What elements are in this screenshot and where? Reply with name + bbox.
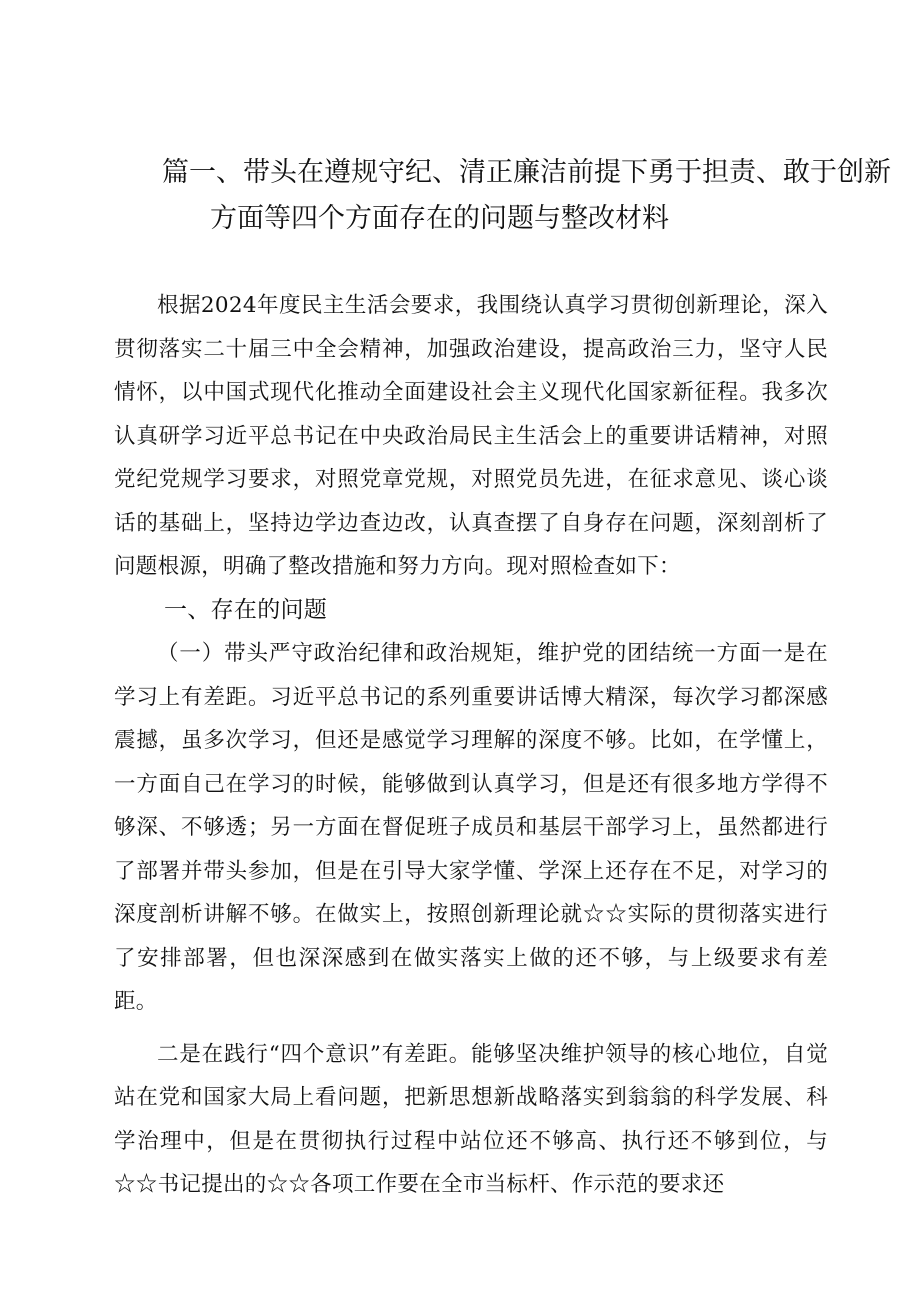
problem-paragraph-1: （一）带头严守政治纪律和政治规矩，维护党的团结统一方面一是在学习上有差距。习近平总书记的系列重要讲话博大精深，每次学习都深感震撼，虽多次学习，但还是感觉学习理解的深度不够。比如，在学懂上，一方面自己在学习的时候，能够做到认真学习，但是还有很多地方学得不够深、不够透；另一方面在督促班子成员和基层干部学习上，虽然都进行了部署并带头参加，但是在引导大家学懂、学深上还存在不足，对学习的深度剖析讲解不够。在做实上，按照创新理论就☆☆实际的贯彻落实进行了安排部署，但也深深感到在做实落实上做的还不够，与上级要求有差距。	[114, 641, 828, 1014]
section-heading: 一、存在的问题	[164, 596, 328, 623]
problem-paragraph-2: 二是在践行“四个意识”有差距。能够坚决维护领导的核心地位，自觉站在党和国家大局上看问题，把新思想新战略落实到翁翁的科学发展、科学治理中，但是在贯彻执行过程中站位还不够高、执行还不够到位，与☆☆书记提出的☆☆各项工作要在全市当标杆、作示范的要求还	[114, 1041, 828, 1197]
document-body	[114, 284, 828, 1207]
intro-paragraph: 根据2024年度民主生活会要求，我围绕认真学习贯彻创新理论，深入贯彻落实二十届三中全会精神，加强政治建设，提高政治三力，坚守人民情怀，以中国式现代化推动全面建设社会主义现代化国家新征程。我多次认真研学习近平总书记在中央政治局民主生活会上的重要讲话精神，对照党纪党规学习要求，对照党章党规，对照党员先进，在征求意见、谈心谈话的基础上，坚持边学边查边改，认真查摆了自身存在问题，深刻剖析了问题根源，明确了整改措施和努力方向。现对照检查如下：	[114, 293, 828, 579]
document-title	[110, 150, 891, 242]
title-line-1: 篇一、带头在遵规守纪、清正廉洁前提下勇于担责、敢于创新	[162, 157, 891, 188]
title-line-2: 方面等四个方面存在的问题与整改材料	[210, 203, 669, 234]
